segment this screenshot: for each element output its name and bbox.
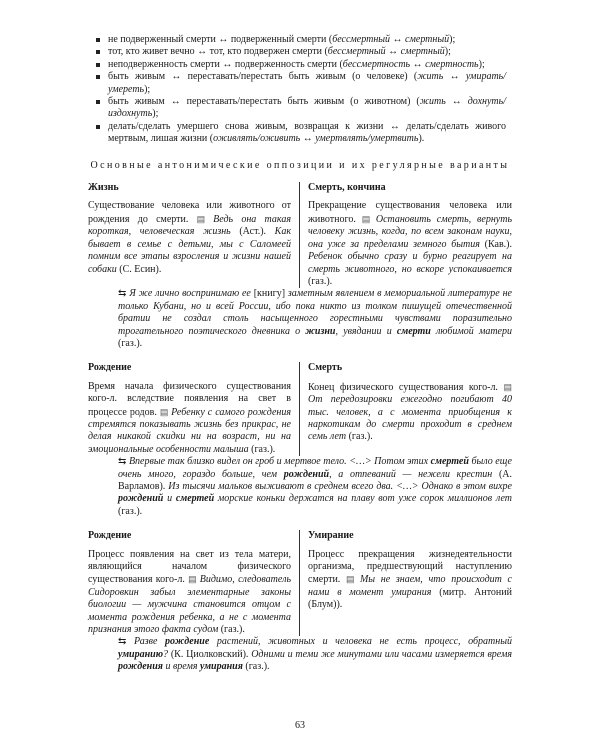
example-icon: ▤ bbox=[361, 213, 376, 224]
text-segment: заметным явлением в мемориальной литературе не только Кубани, но и всей России, ибо пока никто из толком пишущей отечественной братии не создал столь насыщенного горестными чувствами поразительно трогательного поэтического дневника о bbox=[118, 288, 512, 337]
text-segment: Впервые так близко видел он гроб и мертвое тело. <…> Потом этих bbox=[128, 456, 431, 468]
text-segment: делать/сделать умершего снова живым, возвращая к жизни ↔ делать/сделать живого мертвым, лишая жизни ( bbox=[108, 120, 506, 145]
text-segment: умирания bbox=[200, 661, 243, 673]
text-segment: , а отпеваний — нежели крестин bbox=[329, 468, 493, 480]
text-segment: ); bbox=[449, 34, 456, 45]
text-segment: ). bbox=[418, 133, 425, 145]
text-segment: Я же лично воспринимаю ее bbox=[129, 288, 254, 300]
left-column bbox=[88, 182, 300, 288]
antonym-bullet-list bbox=[94, 34, 506, 146]
text-segment: неподверженность смерти ↔ подверженность смерти ( bbox=[108, 58, 343, 70]
right-term-heading: Смерть, кончина bbox=[308, 182, 386, 194]
text-segment: Прекращение существования человека или животного. bbox=[308, 200, 512, 225]
text-segment: рождение bbox=[165, 636, 210, 648]
text-segment: ⇆ bbox=[118, 288, 130, 300]
text-segment: ⇆ bbox=[118, 636, 134, 648]
right-term-heading: Смерть bbox=[308, 362, 343, 374]
bullet-item bbox=[94, 34, 506, 46]
text-segment: Одними и теми же минутами или часами измеряется время bbox=[251, 648, 513, 660]
example-icon: ▤ bbox=[188, 574, 200, 585]
text-segment: и время bbox=[162, 661, 200, 673]
text-segment: смерти bbox=[396, 325, 431, 337]
text-segment: жить ↔ умирать/умереть bbox=[108, 71, 506, 95]
text-segment: ); bbox=[144, 83, 151, 95]
left-column bbox=[88, 362, 300, 456]
text-segment: От передозировки ежегодно погибают 40 тыс. человек, а с момента приобщения к наркотикам до смерти проходит в среднем семь лет bbox=[308, 394, 512, 443]
text-segment: растений, животных и человека не есть процесс, обратный bbox=[209, 636, 512, 648]
left-term-heading: Рождение bbox=[88, 530, 132, 542]
text-segment: (Аст.). bbox=[230, 226, 275, 238]
text-segment: Ребенку с самого рождения стремятся показывать жизнь без прикрас, не делая никакой скидки ни на возраст, ни на эмоциональные особенности малыша bbox=[88, 406, 291, 455]
opposition-block-life-death bbox=[88, 182, 512, 350]
bullet-item bbox=[94, 96, 506, 121]
text-segment: умиранию bbox=[118, 648, 164, 660]
bullet-item bbox=[94, 71, 506, 96]
text-segment: (митр. Антоний (Блум)). bbox=[308, 586, 512, 611]
text-segment: (газ.). bbox=[118, 505, 143, 517]
example-icon: ▤ bbox=[503, 381, 512, 392]
left-definition bbox=[88, 381, 291, 456]
text-segment: бессмертность ↔ смертность bbox=[342, 58, 479, 70]
text-segment: (газ.). bbox=[218, 624, 245, 636]
text-segment: Из тысячи мальков выживают в среднем всего два. <…> Однако в этом вихре bbox=[168, 481, 512, 492]
text-segment: [книгу] bbox=[253, 288, 286, 300]
example-icon: ▤ bbox=[196, 213, 214, 224]
text-segment: (газ.). bbox=[118, 337, 143, 349]
text-segment: бессмертный ↔ смертный bbox=[332, 34, 450, 45]
text-segment: Остановить смерть, вернуть человеку жизнь, когда, по всем законам науки, она уже за пределами земного бытия bbox=[308, 213, 512, 250]
left-definition bbox=[88, 549, 291, 637]
contrast-quote bbox=[88, 456, 512, 518]
text-segment: Время начала физического существования кого-л. вследствие появления на свет в процессе родов. bbox=[88, 380, 291, 418]
text-segment: быть живым ↔ переставать/перестать быть живым (о человеке) ( bbox=[108, 71, 418, 83]
opposition-block-birth-death bbox=[88, 362, 512, 518]
text-segment: (Кав.). bbox=[479, 238, 513, 250]
right-column bbox=[300, 362, 512, 456]
text-segment: (газ.). bbox=[308, 275, 333, 287]
text-segment: ⇆ bbox=[118, 456, 129, 468]
text-segment: Конец физического существования кого-л. bbox=[308, 381, 504, 393]
text-segment: Ведь она такая короткая, человеческая жизнь bbox=[88, 213, 291, 238]
text-segment: , увядании и bbox=[335, 325, 397, 337]
example-icon: ▤ bbox=[159, 406, 172, 417]
text-segment: (К. Циолковский). bbox=[168, 648, 252, 660]
text-segment: и bbox=[163, 493, 176, 505]
contrast-quote bbox=[88, 288, 512, 350]
left-definition bbox=[88, 200, 291, 275]
contrast-quote bbox=[88, 636, 512, 673]
page-number: 63 bbox=[295, 720, 305, 731]
text-segment: (газ.). bbox=[242, 661, 270, 673]
right-term-heading: Умирание bbox=[308, 530, 354, 542]
right-column bbox=[300, 182, 512, 288]
text-segment: (газ.). bbox=[346, 431, 373, 443]
text-segment: рождения bbox=[118, 661, 163, 673]
text-segment: оживлять/оживить ↔ умертвлять/умертвить bbox=[213, 133, 419, 145]
right-definition bbox=[308, 381, 512, 444]
text-segment: рождений bbox=[283, 468, 330, 480]
right-definition bbox=[308, 200, 512, 288]
left-column bbox=[88, 530, 300, 636]
text-segment: Существование человека или животного от рождения до смерти. bbox=[88, 200, 291, 225]
right-column bbox=[300, 530, 512, 636]
example-icon: ▤ bbox=[346, 574, 360, 585]
text-segment: Процесс появления на свет из тела матери, являющийся началом физического существования кого-л. bbox=[88, 548, 291, 586]
bullet-item bbox=[94, 121, 506, 146]
text-segment: бессмертный ↔ смертный bbox=[327, 46, 445, 58]
text-segment: жить ↔ дохнуть/издохнуть bbox=[108, 96, 506, 120]
bullet-item bbox=[94, 59, 506, 71]
page-content bbox=[88, 34, 512, 686]
text-segment: ); bbox=[444, 46, 451, 58]
text-segment: (газ.). bbox=[248, 443, 276, 455]
text-segment: (А. Варламов). bbox=[118, 468, 512, 492]
text-segment: Мы не знаем, что происходит с нами в момент умирания bbox=[308, 574, 512, 598]
text-segment: Процесс прекращения жизнедеятельности организма, предшествующий наступлению смерти. bbox=[308, 548, 512, 586]
text-segment: ? bbox=[163, 648, 169, 660]
section-caption: Основные антонимические оппозиции и их регулярные варианты bbox=[90, 159, 510, 171]
text-segment: любимой матери bbox=[430, 325, 512, 337]
bullet-item bbox=[94, 46, 506, 58]
text-segment: (С. Есин). bbox=[116, 263, 162, 275]
text-segment: морские коньки держатся на плаву вот уже сорок миллионов лет bbox=[214, 493, 512, 505]
text-segment: Как бывает в семье с детьми, мы с Саломеей помним все этапы взросления и жизни нашей собаки bbox=[88, 226, 291, 275]
text-segment: тот, кто живет вечно ↔ тот, кто подвержен смерти ( bbox=[108, 46, 328, 58]
text-segment: Разве bbox=[134, 636, 166, 648]
left-term-heading: Жизнь bbox=[88, 182, 119, 194]
text-segment: Ребенок обычно сразу и бурно реагирует на смерть животного, но вскоре успокаивается bbox=[308, 251, 512, 275]
text-segment: рождений bbox=[118, 493, 164, 505]
text-segment: было еще очень много, гораздо больше, чем bbox=[118, 456, 512, 480]
text-segment: жизни bbox=[305, 325, 336, 337]
text-segment: смертей bbox=[175, 493, 215, 505]
text-segment: не подверженный смерти ↔ подверженный смерти ( bbox=[108, 34, 333, 45]
text-segment: Видимо, следователь Сидоровкин забыл элементарные законы биологии — мужчина становится отцом с момента рождения ребенка, а не с момента признания этого факта судом bbox=[88, 574, 291, 636]
text-segment: смертей bbox=[430, 456, 469, 468]
opposition-block-birth-dying bbox=[88, 530, 512, 673]
text-segment: ); bbox=[478, 58, 485, 70]
right-definition bbox=[308, 549, 512, 612]
text-segment: быть живым ↔ переставать/перестать быть живым (о животном) ( bbox=[108, 96, 420, 108]
text-segment: ); bbox=[152, 108, 159, 120]
left-term-heading: Рождение bbox=[88, 362, 132, 374]
